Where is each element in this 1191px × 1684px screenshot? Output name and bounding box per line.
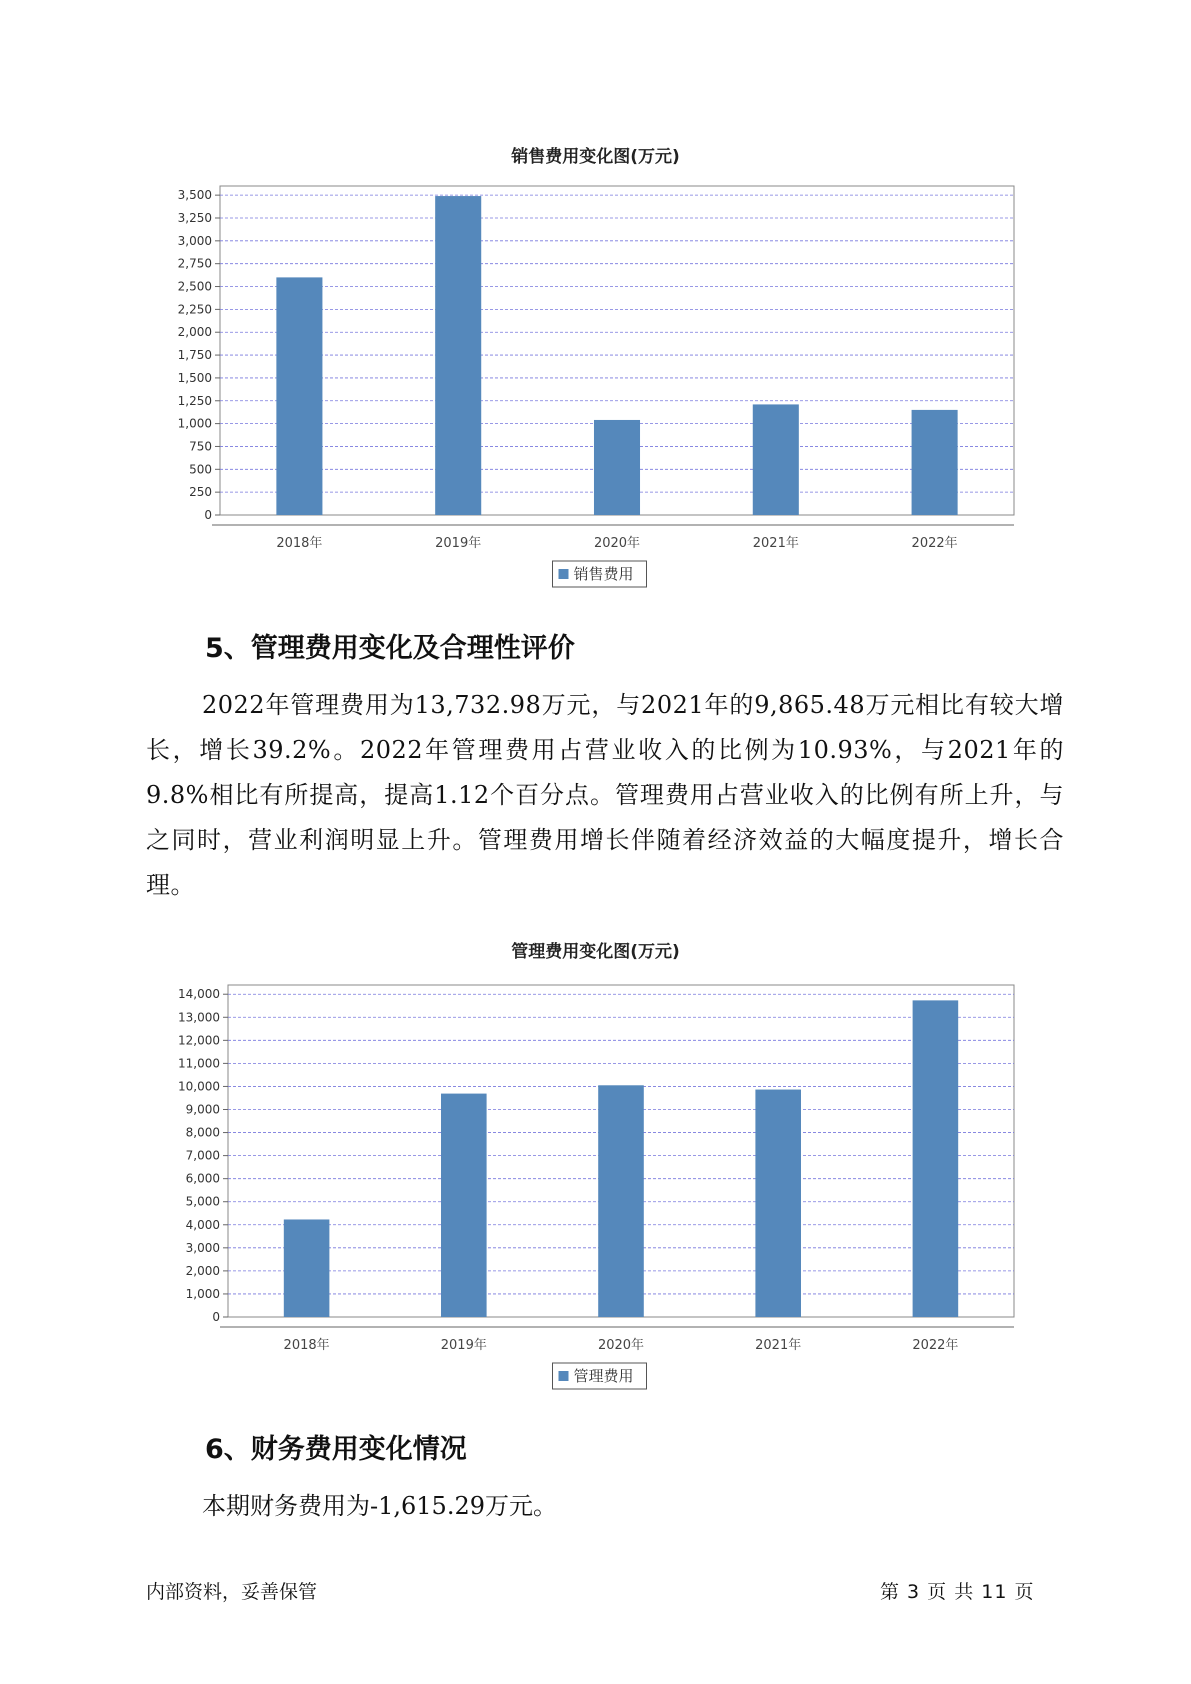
y-tick-label: 0 [212,1310,220,1324]
section-5-paragraph: 2022年管理费用为13,732.98万元，与2021年的9,865.48万元相比有较大增长，增长39.2%。2022年管理费用占营业收入的比例为10.93%，与2021年的9.8%相比有所提高，提高1.12个百分点。管理费用占营业收入的比例有所上升，与之同时，营业利润明显上升。管理费用增长伴随着经济效益的大幅度提升，增长合理。 [146,691,1064,899]
footer-page-number: 第 3 页 共 11 页 [880,1581,1035,1603]
bar-2022年 [912,410,958,515]
y-tick-label: 250 [189,485,212,500]
bar-2020年 [594,420,640,515]
bar-2018年 [284,1219,330,1317]
sales-expense-bar-chart [0,170,1191,600]
y-tick-label: 2,250 [177,302,212,317]
bar-2018年 [276,277,322,515]
y-tick-label: 6,000 [185,1171,220,1186]
chart-title-admin-expense: 管理费用变化图(万元) [511,942,680,962]
x-tick-label: 2022年 [912,1338,959,1353]
y-tick-label: 14,000 [178,987,220,1002]
x-tick-label: 2020年 [597,1338,645,1353]
y-tick-label: 8,000 [185,1125,220,1140]
y-tick-label: 9,000 [185,1102,220,1117]
y-tick-label: 12,000 [178,1033,220,1048]
footer-confidential-note: 内部资料，妥善保管 [146,1581,318,1603]
y-tick-label: 5,000 [185,1194,220,1209]
y-tick-label: 0 [204,508,212,522]
admin-expense-bar-chart [0,965,1191,1395]
x-tick-label: 2021年 [752,536,799,551]
legend-label: 销售费用 [573,565,634,583]
y-tick-label: 2,500 [177,279,212,294]
bar-2021年 [753,404,799,515]
y-tick-label: 2,000 [185,1263,220,1278]
y-tick-label: 750 [189,439,212,454]
bar-2020年 [598,1085,644,1317]
x-tick-label: 2019年 [440,1338,487,1353]
chart-title-sales-expense: 销售费用变化图(万元) [511,147,680,167]
bar-2022年 [913,1000,959,1317]
y-tick-label: 3,500 [177,188,212,203]
y-tick-label: 10,000 [178,1079,220,1094]
x-tick-label: 2018年 [283,1338,330,1353]
x-tick-label: 2020年 [593,536,641,551]
section-6-heading: 6、财务费用变化情况 [205,1434,467,1465]
y-tick-label: 1,750 [177,348,212,363]
y-tick-label: 1,000 [185,1286,220,1301]
legend-swatch [559,1371,569,1381]
y-tick-label: 2,000 [177,325,212,340]
y-tick-label: 1,000 [177,416,212,431]
x-tick-label: 2019年 [435,536,482,551]
legend-label: 管理费用 [573,1367,634,1385]
x-tick-label: 2018年 [276,536,323,551]
x-tick-label: 2022年 [911,536,958,551]
y-tick-label: 7,000 [185,1148,220,1163]
y-tick-label: 500 [189,462,212,477]
bar-2019年 [441,1094,487,1317]
y-tick-label: 4,000 [185,1217,220,1232]
y-tick-label: 3,250 [177,210,212,225]
section-5-heading: 5、管理费用变化及合理性评价 [205,633,575,664]
y-tick-label: 3,000 [185,1240,220,1255]
section-6-paragraph: 本期财务费用为-1,615.29万元。 [202,1492,557,1520]
bar-2019年 [435,196,481,515]
y-tick-label: 13,000 [178,1010,220,1025]
x-tick-label: 2021年 [755,1338,802,1353]
bar-2021年 [755,1090,801,1317]
legend-swatch [559,569,569,579]
y-tick-label: 1,500 [177,370,212,385]
y-tick-label: 2,750 [177,256,212,271]
y-tick-label: 11,000 [178,1056,220,1071]
y-tick-label: 1,250 [177,393,212,408]
y-tick-label: 3,000 [177,233,212,248]
